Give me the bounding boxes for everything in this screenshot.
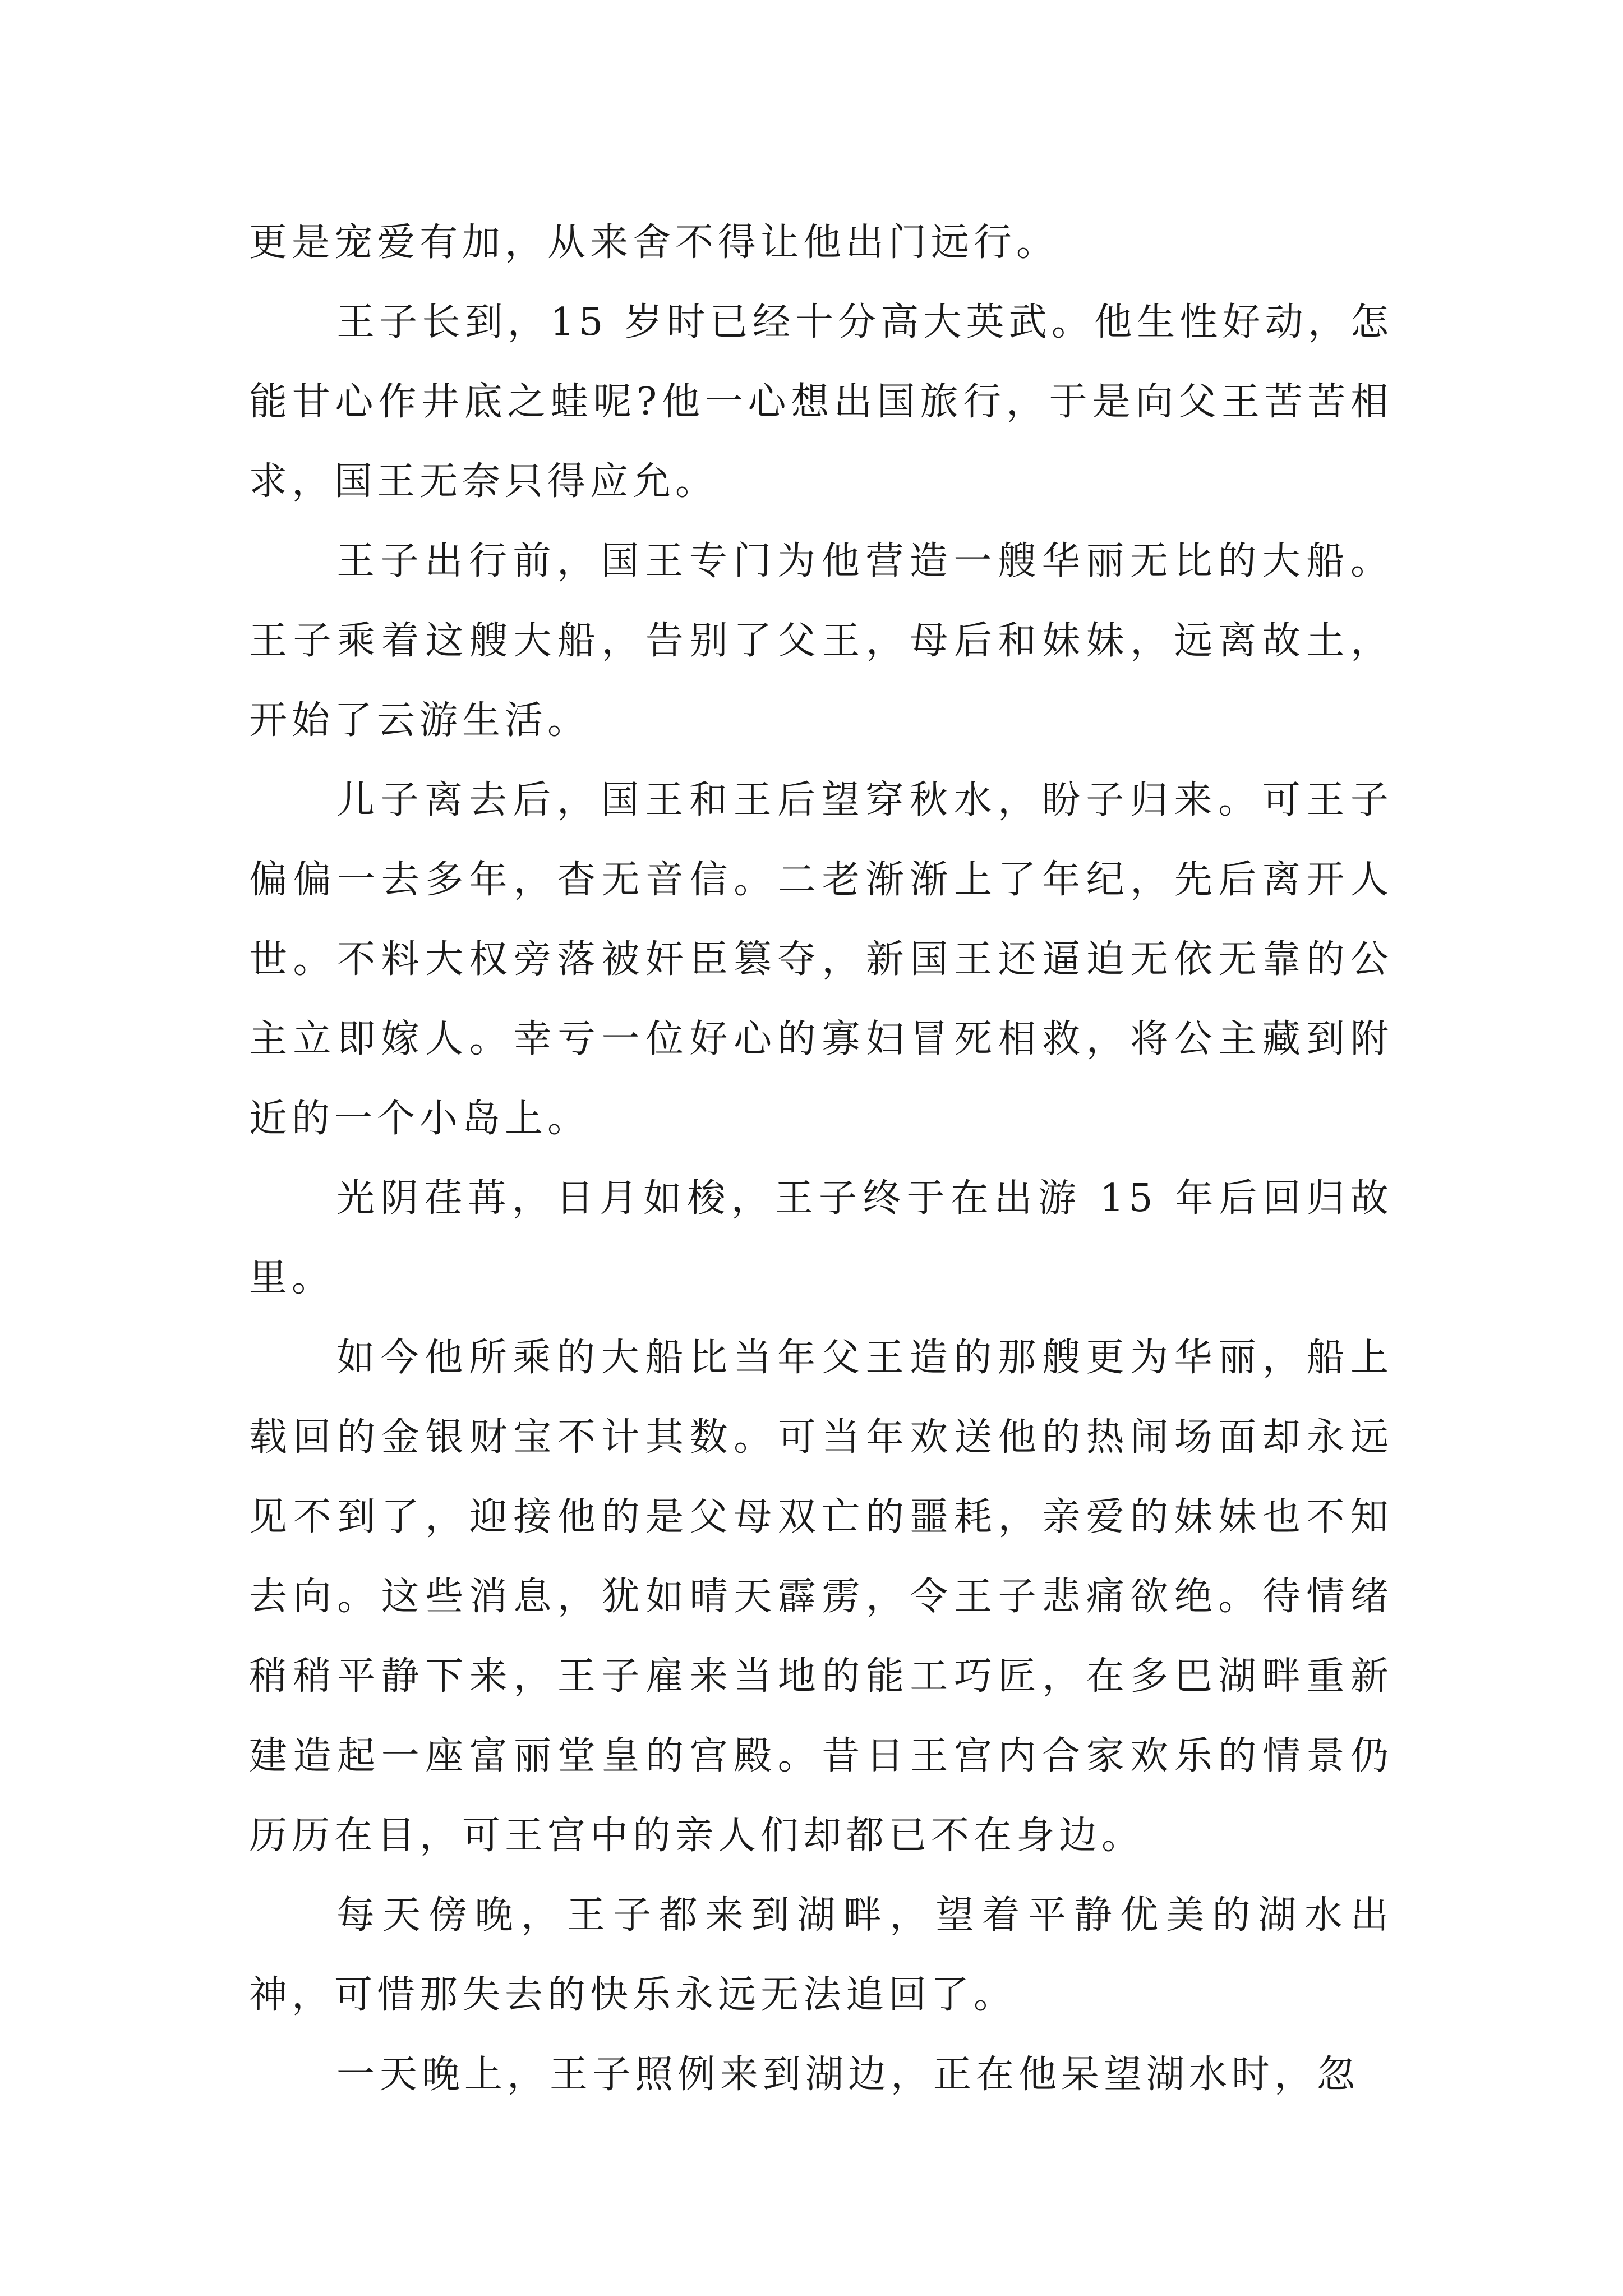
paragraph-3: 王子出行前，国王专门为他营造一艘华丽无比的大船。王子乘着这艘大船，告别了父王，母后和妹妹，远离故土，开始了云游生活。	[249, 539, 1393, 743]
paragraph-8: 一天晚上，王子照例来到湖边，正在他呆望湖水时，忽	[336, 2053, 1360, 2097]
paragraph-5: 光阴荏苒，日月如梭，王子终于在出游 15 年后回归故里。	[249, 1176, 1393, 1300]
body-text	[249, 203, 1393, 2115]
paragraph-6: 如今他所乘的大船比当年父王造的那艘更为华丽，船上载回的金银财宝不计其数。可当年欢送他的热闹场面却永远见不到了，迎接他的是父母双亡的噩耗，亲爱的妹妹也不知去向。这些消息，犹如晴天霹雳，令王子悲痛欲绝。待情绪稍稍平静下来，王子雇来当地的能工巧匠，在多巴湖畔重新建造起一座富丽堂皇的宫殿。昔日王宫内合家欢乐的情景仍历历在目，可王宫中的亲人们却都已不在身边。	[249, 1336, 1393, 1858]
paragraph-1: 更是宠爱有加，从来舍不得让他出门远行。	[249, 220, 1059, 265]
paragraph-4: 儿子离去后，国王和王后望穿秋水，盼子归来。可王子偏偏一去多年，杳无音信。二老渐渐上了年纪，先后离开人世。不料大权旁落被奸臣篡夺，新国王还逼迫无依无靠的公主立即嫁人。幸亏一位好心的寡妇冒死相救，将公主藏到附近的一个小岛上。	[249, 778, 1393, 1141]
paragraph-2: 王子长到，15 岁时已经十分高大英武。他生性好动，怎能甘心作井底之蛙呢?他一心想出国旅行，于是向父王苦苦相求，国王无奈只得应允。	[249, 300, 1393, 504]
paragraph-7: 每天傍晚，王子都来到湖畔，望着平静优美的湖水出神，可惜那失去的快乐永远无法追回了。	[249, 1893, 1393, 2017]
